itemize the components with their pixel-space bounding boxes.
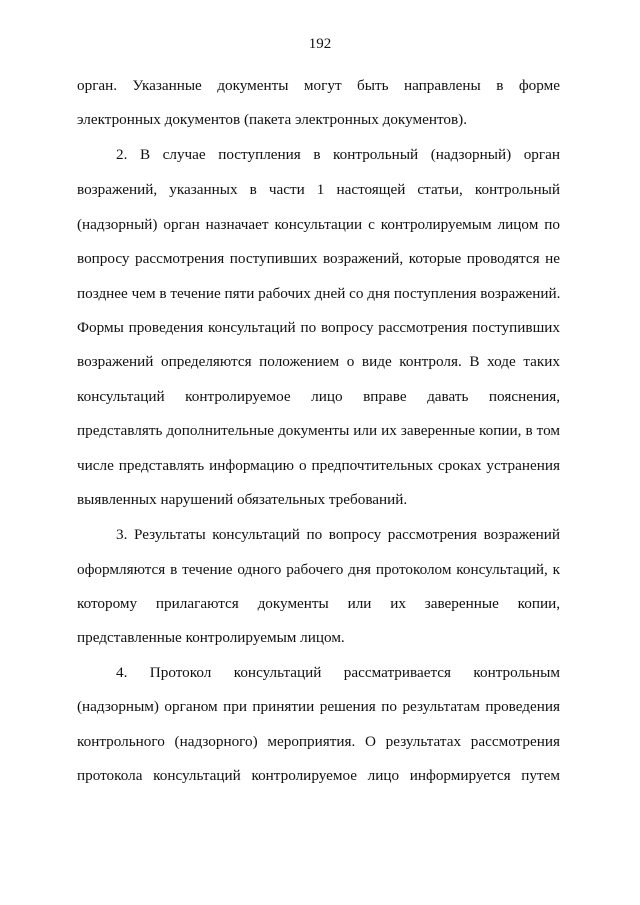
text-line: контрольного (надзорного) мероприятия. О результатах рассмотрения — [77, 733, 560, 750]
text-line: Формы проведения консультаций по вопросу рассмотрения поступивших — [77, 319, 560, 336]
text-line: орган. Указанные документы могут быть направлены в форме — [77, 77, 560, 94]
text-line: позднее чем в течение пяти рабочих дней со дня поступления возражений. — [77, 285, 561, 302]
text-line: представлять дополнительные документы или их заверенные копии, в том — [77, 422, 560, 439]
text-line: возражений определяются положением о виде контроля. В ходе таких — [77, 353, 560, 370]
text-line: консультаций контролируемое лицо вправе давать пояснения, — [77, 388, 560, 405]
text-line: 3. Результаты консультаций по вопросу рассмотрения возражений — [116, 526, 560, 543]
text-line: электронных документов (пакета электронных документов). — [77, 111, 468, 128]
text-line: 4. Протокол консультаций рассматривается контрольным — [116, 664, 560, 681]
text-line: протокола консультаций контролируемое лицо информируется путем — [77, 767, 560, 784]
text-line: (надзорным) органом при принятии решения по результатам проведения — [77, 698, 560, 715]
text-line: представленные контролируемым лицом. — [77, 629, 345, 646]
text-line: вопросу рассмотрения поступивших возражений, которые проводятся не — [77, 250, 560, 267]
text-line: (надзорный) орган назначает консультации с контролируемым лицом по — [77, 216, 560, 233]
text-line: выявленных нарушений обязательных требований. — [77, 491, 408, 508]
text-line: 2. В случае поступления в контрольный (надзорный) орган — [116, 146, 560, 163]
page-number: 192 — [308, 36, 332, 52]
text-line: которому прилагаются документы или их заверенные копии, — [77, 595, 560, 612]
text-line: возражений, указанных в части 1 настоящей статьи, контрольный — [77, 181, 560, 198]
text-line: числе представлять информацию о предпочтительных сроках устранения — [77, 457, 560, 474]
text-line: оформляются в течение одного рабочего дня протоколом консультаций, к — [77, 561, 560, 578]
